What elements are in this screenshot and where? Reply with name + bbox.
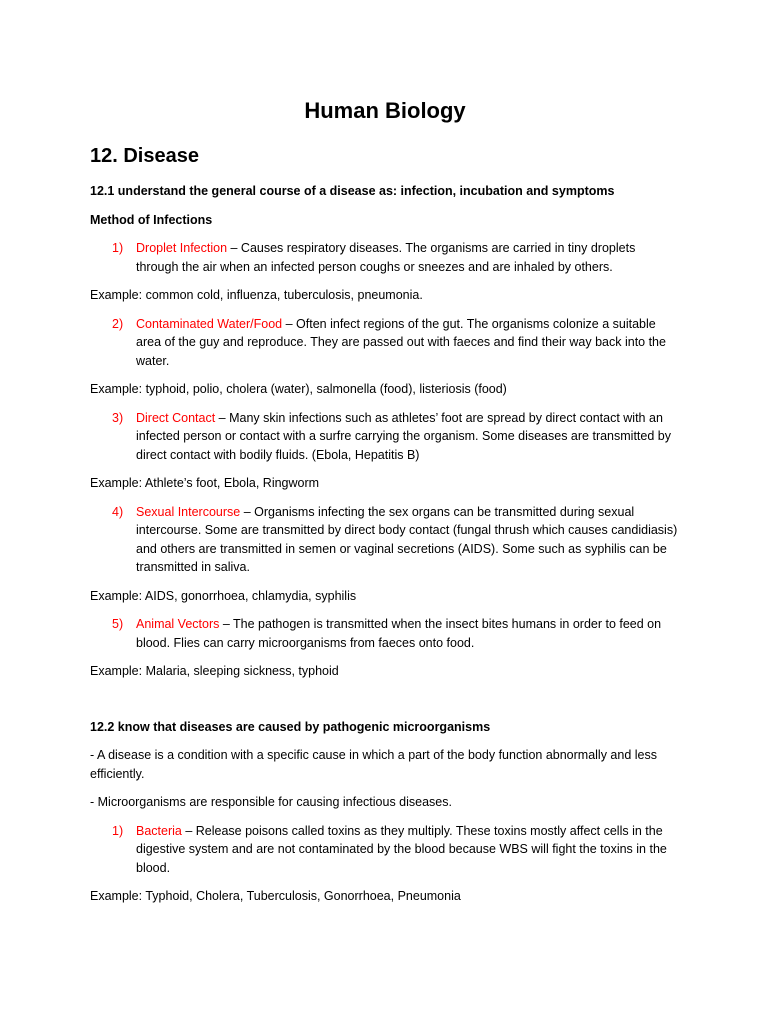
paragraph-microorganisms: - Microorganisms are responsible for causing infectious diseases.: [90, 795, 452, 809]
example-line: Example: Athlete’s foot, Ebola, Ringworm: [90, 476, 320, 490]
example-line: Example: AIDS, gonorrhoea, chlamydia, syphilis: [90, 588, 357, 603]
list-number: 1): [112, 823, 124, 838]
subsection-heading-12-1: 12.1 understand the general course of a disease as: infection, incubation and symptoms: [90, 184, 615, 198]
list-item-bacteria: [90, 822, 680, 878]
list-term: Contaminated Water/Food: [136, 316, 283, 331]
list-description: – Many skin infections such as athletes’ foot are spread by direct contact with an infected person or contact with a surfre carrying the organism. Some diseases are transmitted by direct contact with bodily fluids. (Ebola, Hepatitis B): [136, 410, 671, 462]
list-item-contaminated-water-food: [90, 315, 680, 371]
paragraph-disease-definition: - A disease is a condition with a specific cause in which a part of the body function abnormally and less efficiently.: [90, 748, 657, 781]
list-term: Direct Contact: [136, 410, 216, 425]
list-term: Sexual Intercourse: [136, 504, 241, 519]
method-heading: Method of Infections: [90, 212, 213, 227]
list-item-droplet-infection: [90, 239, 680, 276]
list-term: Bacteria: [136, 823, 182, 838]
list-description: – Release poisons called toxins as they multiply. These toxins mostly affect cells in the digestive system and are not contaminated by the blood because WBS will fight the toxins in the blood.: [136, 823, 667, 875]
list-description: – The pathogen is transmitted when the insect bites humans in order to feed on blood. Flies can carry microorganisms from faeces onto food.: [136, 617, 662, 650]
example-line: Example: common cold, influenza, tuberculosis, pneumonia.: [90, 288, 423, 302]
list-term: Animal Vectors: [136, 617, 220, 631]
list-number: 5): [112, 617, 124, 631]
subsection-heading-12-2: 12.2 know that diseases are caused by pathogenic microorganisms: [90, 719, 491, 734]
list-description: – Organisms infecting the sex organs can be transmitted during sexual intercourse. Some are transmitted by direct body contact (fungal thrush which causes candidiasis) and others are transmitted in semen or vaginal secretions (AIDS). Some such as syphilis can be transmitted in saliva.: [136, 504, 678, 574]
list-item-sexual-intercourse: [90, 503, 680, 577]
list-number: 2): [112, 316, 124, 331]
example-line: Example: Malaria, sleeping sickness, typhoid: [90, 664, 339, 678]
list-description: – Causes respiratory diseases. The organisms are carried in tiny droplets through the air when an infected person coughs or sneezes and are inhaled by others.: [136, 241, 636, 274]
list-number: 4): [112, 504, 124, 519]
list-description: – Often infect regions of the gut. The organisms colonize a suitable area of the guy and reproduce. They are passed out with faeces and find their way back into the water.: [136, 316, 666, 368]
section-title: 12. Disease: [90, 145, 199, 167]
list-number: 1): [112, 241, 124, 255]
document-title: Human Biology: [304, 98, 466, 123]
list-number: 3): [112, 410, 124, 425]
section-spacer: [90, 691, 680, 718]
list-item-animal-vectors: [90, 615, 680, 652]
example-line: Example: typhoid, polio, cholera (water), salmonella (food), listeriosis (food): [90, 382, 507, 396]
list-term: Droplet Infection: [136, 241, 228, 255]
example-line: Example: Typhoid, Cholera, Tuberculosis, Gonorrhoea, Pneumonia: [90, 889, 461, 903]
list-item-direct-contact: [90, 409, 680, 465]
